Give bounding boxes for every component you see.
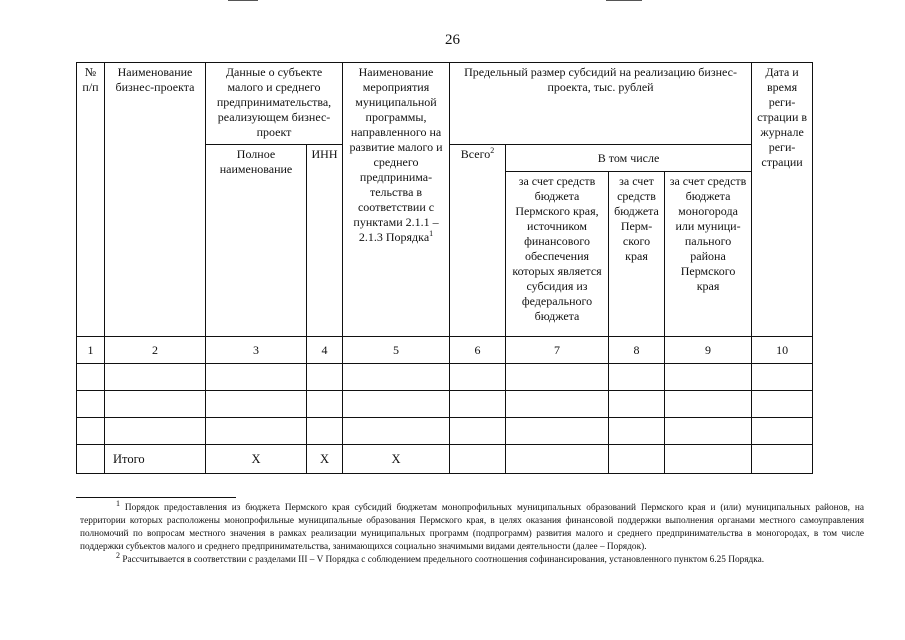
column-number: 3 [206,337,307,364]
table-cell [450,391,506,418]
table-cell [343,364,450,391]
table-cell [752,445,813,474]
footnote-2: $^2$ Рассчитывается в соответствии с разделами III – V Порядка с соблюдением предельного соотношения софинансирования, установленного пунктом 6.25 Порядка. [116,550,765,565]
table-cell [105,364,206,391]
table-cell [665,364,752,391]
total-label: Итого [105,445,206,474]
table-cell [609,445,665,474]
table-cell [206,364,307,391]
header-subject-data: Данные о субъекте малого и среднего предпринимательства, реализующем бизнес-проект [206,63,343,145]
total-row [77,445,813,474]
table-cell [105,391,206,418]
header-total: Всего$^2$ [450,145,506,337]
table-cell [307,391,343,418]
column-number: 7 [506,337,609,364]
column-number: 1 [77,337,105,364]
header-row-1 [77,63,813,145]
column-number: 8 [609,337,665,364]
table-cell [450,364,506,391]
table-cell [77,391,105,418]
table-cell [450,418,506,445]
column-number: 4 [307,337,343,364]
table-cell [752,391,813,418]
total-inn-x: X [307,445,343,474]
table-cell [609,391,665,418]
column-number: 9 [665,337,752,364]
table-cell [343,418,450,445]
scan-artifact-line [606,0,642,1]
table-cell [506,364,609,391]
subsidy-table [76,62,813,474]
table-cell [752,364,813,391]
header-inn: ИНН [307,145,343,337]
total-full-name-x: X [206,445,307,474]
header-full-name: Полное наименование [206,145,307,337]
table-cell [752,418,813,445]
header-project-name: Наименование бизнес-проекта [105,63,206,337]
column-number: 2 [105,337,206,364]
header-federal-subsidy: за счет средств бюджета Пермского края, источником финансового обеспечения которых является субсидия из федерального бюджета [506,172,609,337]
header-number: № п/п [77,63,105,337]
footnote-1: $^1$ Порядок предоставления из бюджета Пермского края субсидий бюджетам монопрофильных муниципальных образований Пермского края и (или) муниципальных районов, на территории которых расположены монопрофильные муниципальные образования Пермского края, в целях оказания финансовой поддержки выполнения органами местного самоуправления полномочий по вопросам местного значения в рамках реализации муниципальных программ (подпрограмм) развития малого и среднего предпринимательства в моногородах, в том числе поддержки субъектов малого и среднего предпринимательства, занимающихся социально значимыми видами деятельности (далее – Порядок). [80,498,865,552]
total-measure-x: X [343,445,450,474]
table-cell [665,418,752,445]
header-subsidy-limit: Предельный размер субсидий на реализацию бизнес-проекта, тыс. рублей [450,63,752,145]
table-cell [307,364,343,391]
table-cell [506,418,609,445]
table-cell [206,391,307,418]
column-number: 6 [450,337,506,364]
table-cell [77,418,105,445]
scan-artifact-line [228,0,258,1]
table-cell [665,445,752,474]
header-registration-date: Дата и время реги-страции в журнале реги-страции [752,63,813,337]
table-cell [105,418,206,445]
table-cell [77,364,105,391]
page-number: 26 [445,32,460,48]
table-cell [665,391,752,418]
table-row [77,418,813,445]
table-cell [77,445,105,474]
table-cell [450,445,506,474]
footnote-separator [76,497,236,498]
table-cell [206,418,307,445]
table-row [77,391,813,418]
column-number: 10 [752,337,813,364]
table-cell [609,364,665,391]
footnotes [80,498,865,567]
header-measure: Наименование мероприятия муниципальной программы, направленного на развитие малого и среднего предпринима-тельства в соответствии с пунктами 2.1.1 – 2.1.3 Порядка$^1$ [343,63,450,337]
header-municipal-budget: за счет средств бюджета моногорода или муници-пального района Пермского края [665,172,752,337]
column-number-row [77,337,813,364]
header-regional-budget: за счет средств бюджета Перм-ского края [609,172,665,337]
table-cell [307,418,343,445]
column-number: 5 [343,337,450,364]
table-cell [343,391,450,418]
table-cell [609,418,665,445]
table-cell [506,445,609,474]
header-including: В том числе [506,145,752,172]
table-cell [506,391,609,418]
table-row [77,364,813,391]
